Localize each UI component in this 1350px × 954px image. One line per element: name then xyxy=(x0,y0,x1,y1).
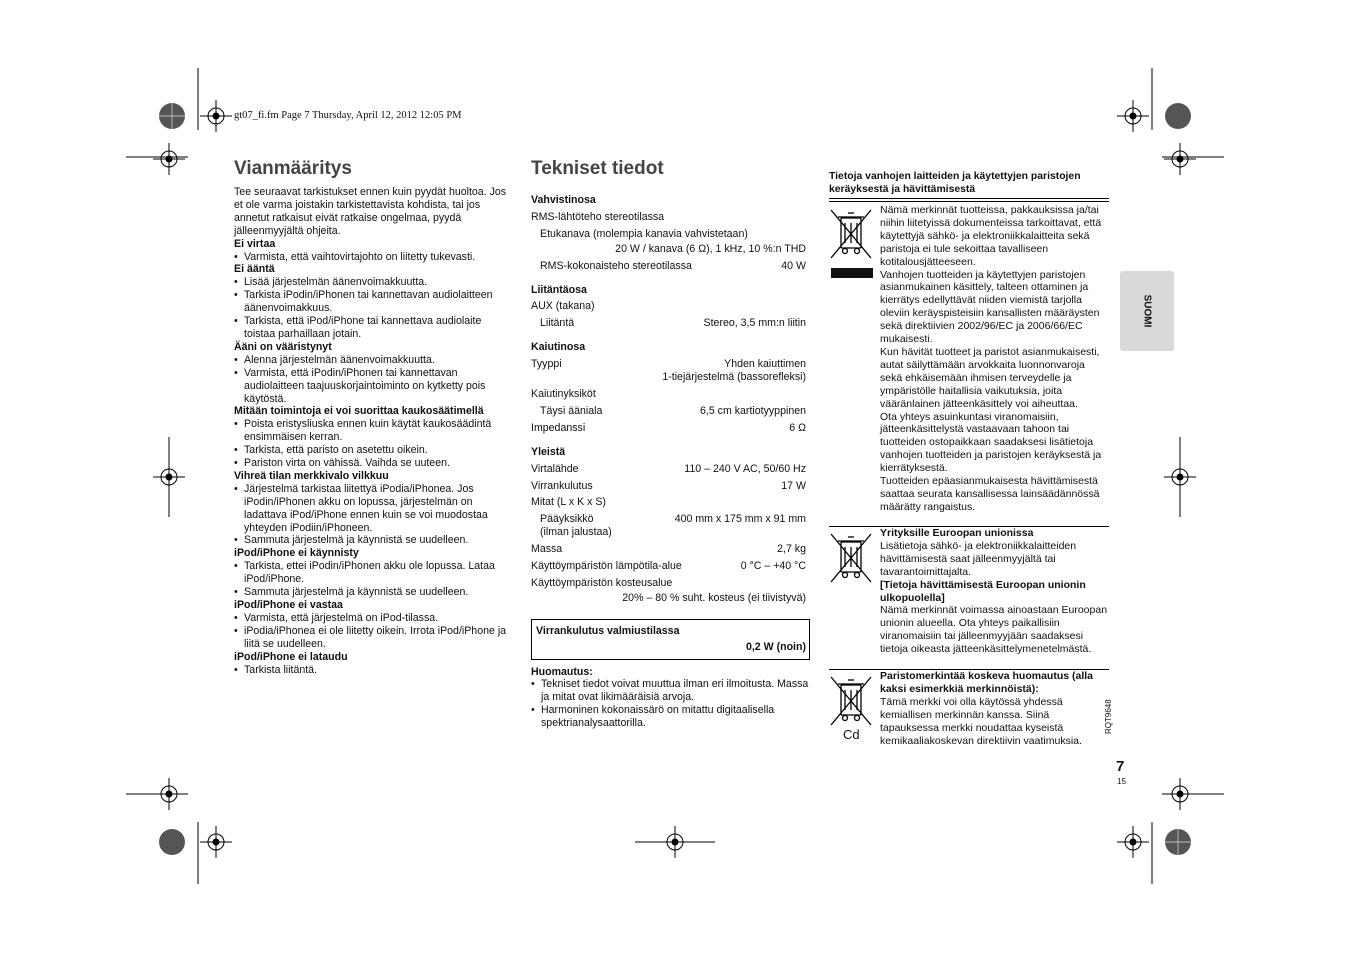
list-item: • Poista eristysliuska ennen kuin käytät kaukosäädintä ensimmäisen kerran. xyxy=(234,418,512,444)
spec-row: Liitäntä Stereo, 3,5 mm:n liitin xyxy=(540,317,806,330)
list-item: • Järjestelmä tarkistaa liitettyä iPodia/iPhonea. Jos iPodin/iPhonen akku on lopussa, järjestelmän on ladattava iPod/iPhone ennen kuin se voi muodostaa yhteyden iPodiin/iPhoneen. xyxy=(234,483,512,535)
page-subnumber: 15 xyxy=(1117,777,1126,786)
section-heading: Ääni on vääristynyt xyxy=(234,340,332,353)
list-item: • Tarkista, että iPod/iPhone tai kannettava audiolaite toistaa parhaillaan jotain. xyxy=(234,315,512,341)
spec-row: Impedanssi 6 Ω xyxy=(531,421,806,434)
list-item: • Varmista, että järjestelmä on iPod-tilassa. xyxy=(234,612,512,625)
crossed-bin-icon xyxy=(828,673,874,729)
section-heading: Mitään toimintoja ei voi suorittaa kaukosäätimellä xyxy=(234,405,484,418)
spec-row: Pääyksikkö (ilman jalustaa) 400 mm x 175 mm x 91 mm xyxy=(540,513,806,539)
spec-row: RMS-lähtöteho stereotilassa xyxy=(531,210,665,223)
spec-value: 20 W / kanava (6 Ω), 1 kHz, 10 %:n THD xyxy=(615,242,806,255)
list-item: • Sammuta järjestelmä ja käynnistä se uudelleen. xyxy=(234,534,512,547)
section-heading: iPod/iPhone ei vastaa xyxy=(234,599,343,611)
list-item: • Lisää järjestelmän äänenvoimakkuutta. xyxy=(234,276,512,289)
list-item: • Varmista, että iPodin/iPhonen tai kannettavan audiolaitteen taajuuskorjaintoiminto on kytketty pois käytöstä. xyxy=(234,367,512,406)
amp-heading: Vahvistinosa xyxy=(531,194,596,206)
disposal-text-block xyxy=(880,204,1108,514)
section-list xyxy=(234,418,512,470)
list-item: • Harmoninen kokonaissärö on mitattu digitaalisella spektrianalysaattorilla. xyxy=(531,704,810,730)
list-item: • Tarkista liitäntä. xyxy=(234,664,512,677)
disposal-paragraph: Nämä merkinnät tuotteissa, pakkauksissa ja/tai niihin liitetyissä dokumenteissa tarkoittavat, että käytettyjä sähkö- ja elektroniikkalaitteita sekä paristoja ei tule sekoittaa tavalliseen kotitalousjätteeseen. xyxy=(880,204,1102,268)
section-heading: iPod/iPhone ei lataudu xyxy=(234,650,348,663)
list-item: • Tekniset tiedot voivat muuttua ilman eri ilmoitusta. Massa ja mitat ovat likimääräisiä arvoja. xyxy=(531,678,810,704)
section-heading: Vihreä tilan merkkivalo vilkkuu xyxy=(234,469,389,482)
section-list xyxy=(234,354,512,406)
spec-row: Etukanava (molempia kanavia vahvistetaan) xyxy=(540,227,748,240)
disposal-title: Tietoja vanhojen laitteiden ja käytettyjen paristojen keräyksestä ja hävittämisestä xyxy=(829,171,1081,195)
list-item: • Pariston virta on vähissä. Vaihda se uuteen. xyxy=(234,457,512,470)
disposal-paragraph: Kun hävität tuotteet ja paristot asianmukaisesti, autat säilyttämään arvokkaita luonnonvaroja sekä ehkäisemään ihmisen terveydelle ja ympäristölle haitallisia vaikutuksia, joita vääränlainen jätteenkäsittely voi aiheuttaa. xyxy=(880,345,1100,410)
battery-note-block: Paristomerkintää koskeva huomautus (alla kaksi esimerkkiä merkinnöistä): Tämä merkki voi olla käytössä yhdessä kemiallisen merkinnän kanssa. Siinä tapauksessa merkki noudattaa kyseistä kemikaaliakoskevan direktiivin vaatimuksia. xyxy=(880,670,1093,747)
speaker-heading: Kaiutinosa xyxy=(531,341,586,354)
standby-box: Virrankulutus valmiustilassa 0,2 W (noin) xyxy=(531,619,810,660)
black-bar xyxy=(831,268,873,278)
disposal-paragraph: Vanhojen tuotteiden ja käytettyjen paristojen asianmukainen käsittely, talteen ottaminen ja kierrätys edellyttävät niiden viemistä tarjolla oleviin keräyspisteisiin kansallisten määräysten sekä direktiivien 2002/96/EC ja 2006/66/EC mukaisesti. xyxy=(880,268,1100,346)
note-heading: Huomautus: xyxy=(531,665,593,678)
section-list xyxy=(234,612,512,651)
troubleshooting-intro: Tee seuraavat tarkistukset ennen kuin pyydät huoltoa. Jos et ole varma joistakin tarkistettavista kohdista, tai jos annetut ratkaisut eivät ratkaise ongelmaa, pyydä jälleenmyyjältä ohjeita. xyxy=(234,186,507,237)
spec-row: Kaiutinyksiköt xyxy=(531,387,596,400)
specifications-column xyxy=(531,186,810,730)
list-item: • Alenna järjestelmän äänenvoimakkuutta. xyxy=(234,354,512,367)
spec-row: Virrankulutus 17 W xyxy=(531,479,806,492)
disposal-paragraph: Ota yhteys asuinkuntasi viranomaisiin, jätteenkäsittelystä vastaavaan tahoon tai tuotteiden ostopaikkaan saadaksesi lisätietoja vanhojen tuotteiden ja paristojen keräyksestä ja kierrätyksestä. xyxy=(880,410,1102,475)
spec-row: RMS-kokonaisteho stereotilassa 40 W xyxy=(540,259,806,272)
troubleshooting-column xyxy=(234,186,512,676)
section-list xyxy=(234,483,512,548)
spec-row: Täysi ääniala 6,5 cm kartiotyyppinen xyxy=(540,404,806,417)
list-item: • Tarkista, että paristo on asetettu oikein. xyxy=(234,444,512,457)
list-item: • iPodia/iPhonea ei ole liitetty oikein. Irrota iPod/iPhone ja liitä se uudelleen. xyxy=(234,625,512,651)
cd-label: Cd xyxy=(843,727,860,742)
section-list xyxy=(234,276,512,341)
section-heading: Ei virtaa xyxy=(234,237,276,250)
spec-row: Tyyppi Yhden kaiuttimen xyxy=(531,358,806,371)
spec-row: AUX (takana) xyxy=(531,300,595,313)
spec-row: Massa 2,7 kg xyxy=(531,543,806,556)
section-list xyxy=(234,560,512,599)
business-eu-block: Yrityksille Euroopan unionissa Lisätietoja sähkö- ja elektroniikkalaitteiden hävittämisestä saat jälleenmyyjältä tai tavarantoimittajalta. [Tietoja hävittämisestä Euroopan unionin ulkopuolella] Nämä merkinnät voimassa ainoastaan Euroopan unionin alueella. Ota yhteys paikallisiin viranomaisiin tai jälleenmyyjään saadaksesi tietoja oikeasta jätteenkäsittelymenetelmästä. xyxy=(880,527,1108,656)
spec-value: 20% – 80 % suht. kosteus (ei tiivistyvä) xyxy=(622,591,806,604)
spec-row: Mitat (L x K x S) xyxy=(531,496,606,509)
spec-row: Käyttöympäristön kosteusalue xyxy=(531,576,673,589)
terminal-heading: Liitäntäosa xyxy=(531,283,587,296)
spec-row: Virtalähde 110 – 240 V AC, 50/60 Hz xyxy=(531,462,806,475)
spec-row: Käyttöympäristön lämpötila-alue 0 °C – +40 °C xyxy=(531,560,806,573)
spec-value: 1-tiejärjestelmä (bassorefleksi) xyxy=(662,371,806,384)
disposal-paragraph: Tuotteiden epäasianmukaisesta hävittämisestä saattaa seurata kansallisessa lainsäädännössä määrätty rangaistus. xyxy=(880,475,1100,513)
list-item: • Varmista, että vaihtovirtajohto on liitetty tukevasti. xyxy=(234,251,512,264)
disposal-title-rule xyxy=(829,198,1109,202)
list-item: • Tarkista, ettei iPodin/iPhonen akku ole lopussa. Lataa iPod/iPhone. xyxy=(234,560,512,586)
language-tab: SUOMI xyxy=(1120,271,1174,351)
crossed-bin-icon xyxy=(828,206,874,262)
specifications-title: Tekniset tiedot xyxy=(531,158,664,179)
page-number: 7 xyxy=(1116,758,1125,775)
note-list xyxy=(531,678,810,730)
section-heading: Ei ääntä xyxy=(234,263,275,276)
list-item: • Sammuta järjestelmä ja käynnistä se uudelleen. xyxy=(234,586,512,599)
document-code: RQT9648 xyxy=(1104,699,1113,734)
file-header: gt07_fi.fm Page 7 Thursday, April 12, 2012 12:05 PM xyxy=(234,110,462,121)
section-heading: iPod/iPhone ei käynnisty xyxy=(234,547,359,560)
section-list xyxy=(234,251,512,264)
list-item: • Tarkista iPodin/iPhonen tai kannettavan audiolaitteen äänenvoimakkuus. xyxy=(234,289,512,315)
crossed-bin-icon xyxy=(828,530,874,586)
section-list xyxy=(234,664,512,677)
general-heading: Yleistä xyxy=(531,445,566,458)
troubleshooting-title: Vianmääritys xyxy=(234,158,352,179)
